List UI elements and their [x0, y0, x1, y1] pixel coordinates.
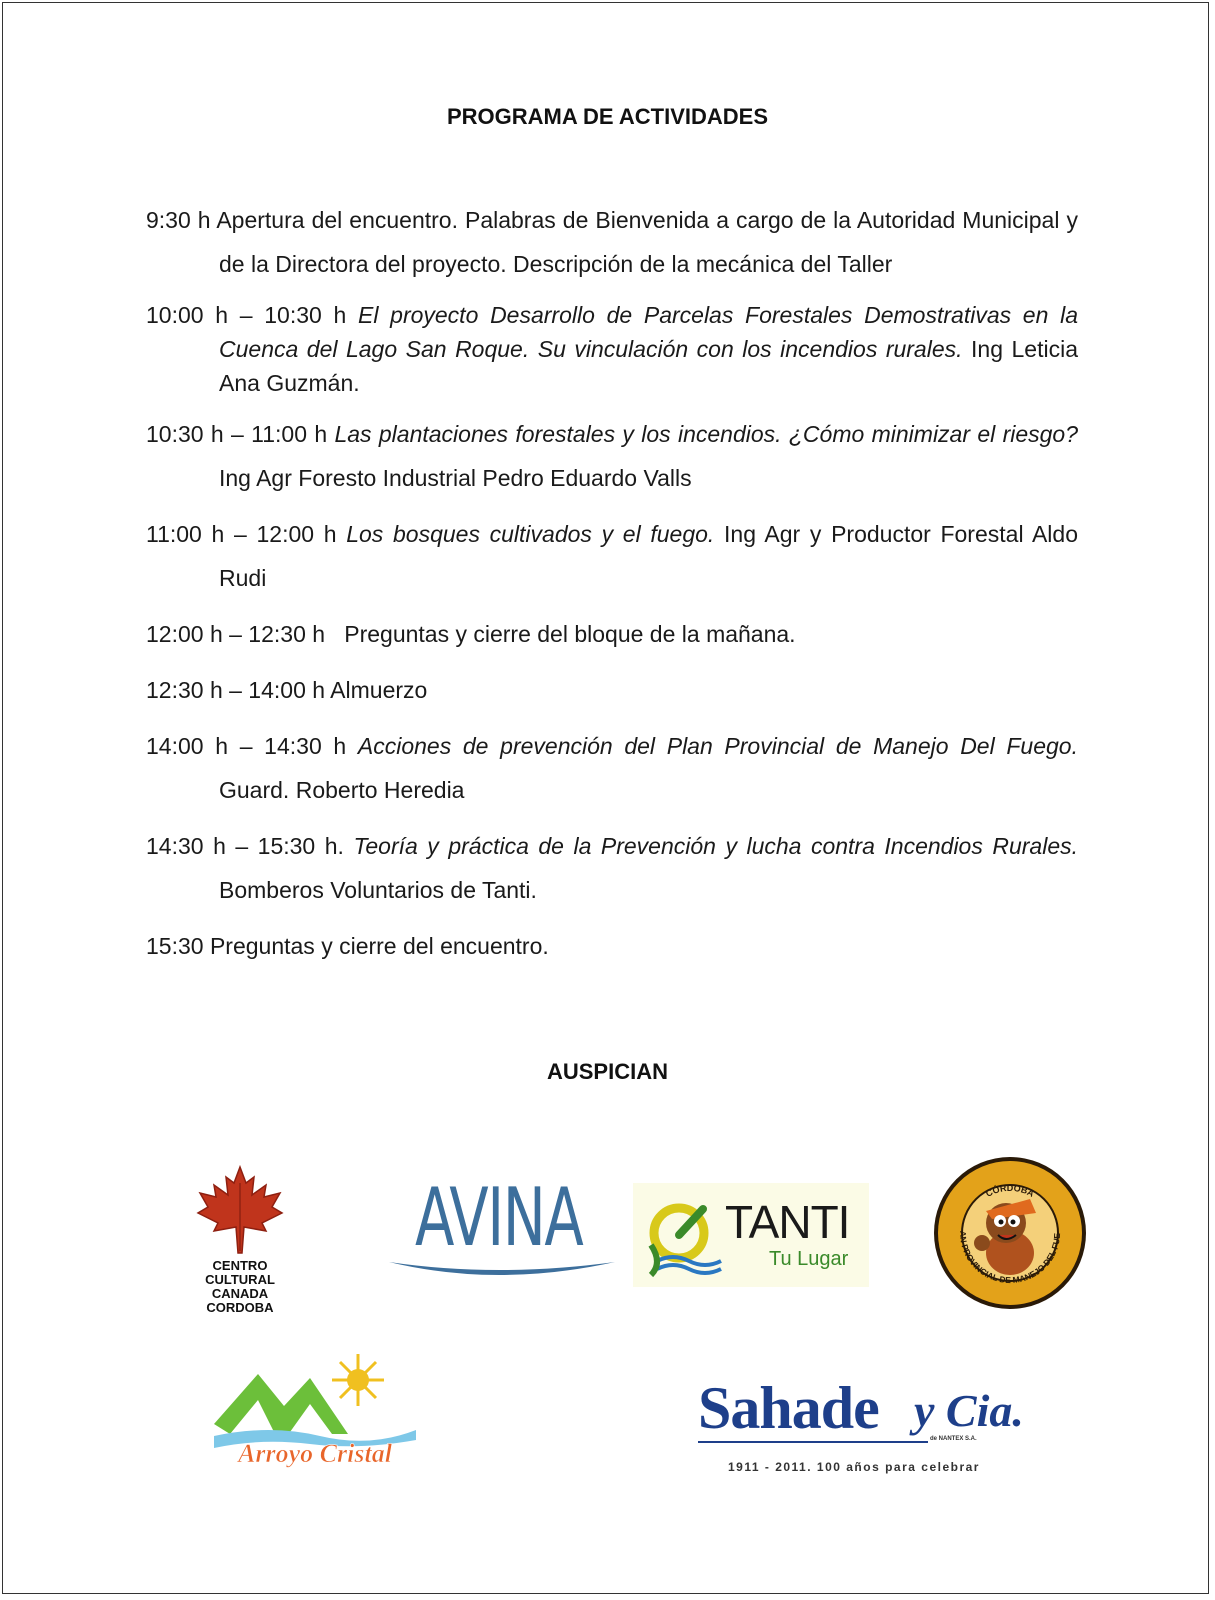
agenda-speaker: Ing Agr y Productor Forestal Aldo Rudi	[219, 521, 1079, 591]
agenda-time: 14:30 h – 15:30 h.	[146, 833, 344, 859]
logo-text: AN PROVINCIAL DE MANEJO DEL FUE	[957, 1230, 1063, 1286]
logo-tanti	[633, 1183, 869, 1287]
agenda-text: Preguntas y cierre del encuentro.	[203, 933, 549, 959]
agenda-text: Almuerzo	[325, 677, 428, 703]
page-title: PROGRAMA DE ACTIVIDADES	[446, 104, 769, 129]
agenda-topic: Acciones de prevención del Plan Provincial de Manejo Del Fuego.	[357, 733, 1078, 759]
agenda-item	[146, 298, 1078, 400]
logo-avina	[387, 1170, 617, 1280]
agenda-item	[146, 512, 1078, 600]
maple-leaf-icon	[182, 1163, 298, 1255]
agenda-item	[146, 724, 1078, 812]
agenda-time: 10:00 h – 10:30 h	[146, 302, 347, 328]
logo-text: Sahade	[698, 1375, 879, 1441]
logo-manejo-del-fuego	[932, 1155, 1088, 1311]
agenda-time: 12:00 h – 12:30 h	[146, 621, 326, 647]
logo-text: CÓRDOBA	[984, 1182, 1036, 1199]
agenda-text: Preguntas y cierre del bloque de la mañana.	[325, 621, 796, 647]
agenda-item	[146, 924, 1078, 968]
agenda-speaker: Guard. Roberto Heredia	[219, 777, 465, 803]
agenda-topic: Los bosques cultivados y el fuego.	[346, 521, 715, 547]
logo-text: Arroyo Cristal	[238, 1439, 392, 1468]
agenda-speaker: Ing Leticia Ana Guzmán.	[219, 336, 1078, 396]
tanti-emblem-icon	[633, 1183, 723, 1287]
agenda-time: 9:30 h	[146, 207, 211, 233]
logo-text: CENTRO	[212, 1258, 268, 1273]
agenda-item	[146, 412, 1078, 500]
logo-text: CORDOBA	[206, 1300, 274, 1315]
logo-centro-cultural-canada	[182, 1163, 298, 1313]
logo-subtext: de NANTEX S.A.	[930, 1436, 977, 1442]
logo-text: AVINA	[415, 1171, 583, 1264]
logo-text: y Cia.	[914, 1385, 1024, 1436]
agenda-time: 11:00 h – 12:00 h	[146, 521, 337, 547]
agenda-time: 15:30	[146, 933, 204, 959]
agenda-speaker: Bomberos Voluntarios de Tanti.	[219, 877, 537, 903]
arroyo-cristal-icon	[210, 1350, 420, 1472]
logo-subtext: Tu Lugar	[769, 1248, 849, 1270]
agenda-item	[146, 668, 1078, 712]
logo-sahade	[698, 1375, 1038, 1478]
logo-text: CULTURAL	[205, 1272, 275, 1287]
agenda-item	[146, 198, 1078, 286]
agenda-topic: Las plantaciones forestales y los incendios. ¿Cómo minimizar el riesgo?	[334, 421, 1079, 447]
logo-arroyo-cristal	[210, 1350, 420, 1472]
agenda-time: 14:00 h – 14:30 h	[146, 733, 347, 759]
agenda-speaker: Ing Agr Foresto Industrial Pedro Eduardo Valls	[219, 465, 692, 491]
agenda-text: Apertura del encuentro. Palabras de Bienvenida a cargo de la Autoridad Municipal y de la Directora del proyecto. Descripción de la mecánica del Taller	[210, 207, 1078, 277]
agenda-item	[146, 824, 1078, 912]
fuego-seal-icon	[932, 1155, 1088, 1311]
logo-text: CANADA	[211, 1286, 269, 1301]
swoosh-icon	[387, 1170, 617, 1280]
agenda-topic: Teoría y práctica de la Prevención y lucha contra Incendios Rurales.	[353, 833, 1079, 859]
agenda-time: 12:30 h – 14:00 h	[146, 677, 326, 703]
agenda-time: 10:30 h – 11:00 h	[146, 421, 328, 447]
agenda-list	[146, 198, 1078, 968]
agenda-item	[146, 612, 1078, 656]
logo-tagline: 1911 - 2011. 100 años para celebrar	[728, 1460, 980, 1474]
agenda-topic: El proyecto Desarrollo de Parcelas Forestales Demostrativas en la Cuenca del Lago San Roque. Su vinculación con los incendios rurales.	[219, 302, 1078, 362]
sponsors-heading: AUSPICIAN	[546, 1059, 668, 1084]
logo-text: TANTI	[725, 1196, 850, 1248]
